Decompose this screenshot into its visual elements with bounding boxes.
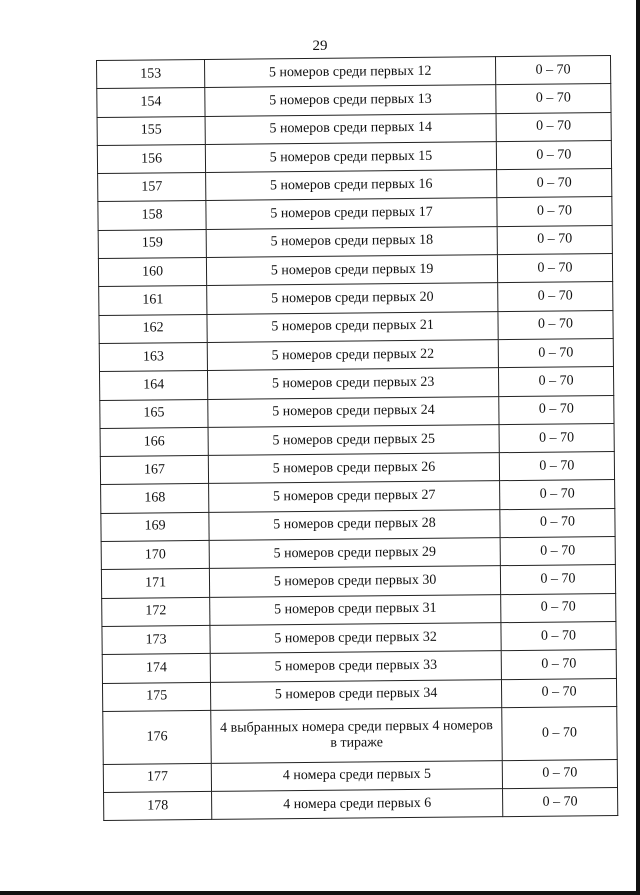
row-description: 5 номеров среди первых 27 — [209, 481, 500, 512]
row-number: 178 — [104, 792, 212, 821]
row-number: 172 — [102, 597, 210, 626]
table-row — [103, 706, 617, 764]
row-description: 5 номеров среди первых 29 — [209, 538, 500, 569]
row-description: 5 номеров среди первых 22 — [207, 340, 498, 371]
row-description: 5 номеров среди первых 33 — [210, 651, 501, 682]
row-range: 0 – 70 — [498, 310, 613, 339]
row-range: 0 – 70 — [497, 169, 612, 198]
row-range: 0 – 70 — [501, 621, 616, 650]
row-number: 170 — [101, 540, 209, 569]
row-number: 156 — [97, 144, 205, 173]
row-range: 0 – 70 — [502, 706, 618, 760]
row-range: 0 – 70 — [502, 759, 617, 788]
row-description: 5 номеров среди первых 28 — [209, 509, 500, 540]
row-number: 176 — [103, 710, 212, 764]
row-description: 5 номеров среди первых 21 — [207, 311, 498, 342]
row-range: 0 – 70 — [500, 508, 615, 537]
row-number: 155 — [97, 116, 205, 145]
row-number: 168 — [101, 484, 209, 513]
row-number: 160 — [98, 258, 206, 287]
row-range: 0 – 70 — [501, 678, 616, 707]
row-number: 171 — [101, 569, 209, 598]
row-range: 0 – 70 — [501, 650, 616, 679]
row-number: 162 — [99, 314, 207, 343]
row-description: 5 номеров среди первых 17 — [206, 198, 497, 229]
row-number: 165 — [100, 399, 208, 428]
row-range: 0 – 70 — [501, 593, 616, 622]
row-number: 174 — [102, 654, 210, 683]
row-number: 153 — [97, 59, 205, 88]
row-description: 4 номера среди первых 5 — [211, 760, 502, 791]
row-number: 175 — [102, 682, 210, 711]
row-description: 5 номеров среди первых 30 — [210, 566, 501, 597]
row-range: 0 – 70 — [499, 452, 614, 481]
row-number: 159 — [98, 229, 206, 258]
row-range: 0 – 70 — [499, 395, 614, 424]
row-description: 5 номеров среди первых 31 — [210, 594, 501, 625]
row-description: 5 номеров среди первых 25 — [208, 425, 499, 456]
row-range: 0 – 70 — [499, 480, 614, 509]
row-range: 0 – 70 — [498, 339, 613, 368]
row-description: 5 номеров среди первых 19 — [207, 255, 498, 286]
row-description: 5 номеров среди первых 15 — [205, 142, 496, 173]
row-range: 0 – 70 — [496, 140, 611, 169]
row-range: 0 – 70 — [500, 537, 615, 566]
row-description: 5 номеров среди первых 16 — [206, 170, 497, 201]
row-description: 5 номеров среди первых 13 — [205, 85, 496, 116]
row-range: 0 – 70 — [496, 112, 611, 141]
row-description: 5 номеров среди первых 23 — [208, 368, 499, 399]
row-range: 0 – 70 — [496, 84, 611, 113]
row-number: 158 — [98, 201, 206, 230]
table-row — [104, 788, 618, 821]
row-description: 4 выбранных номера среди первых 4 номеров в тираже — [211, 707, 502, 763]
row-description: 5 номеров среди первых 24 — [208, 396, 499, 427]
row-description: 5 номеров среди первых 18 — [206, 226, 497, 257]
row-range: 0 – 70 — [495, 56, 610, 85]
row-description: 5 номеров среди первых 32 — [210, 623, 501, 654]
row-number: 164 — [99, 371, 207, 400]
row-range: 0 – 70 — [497, 197, 612, 226]
row-number: 166 — [100, 427, 208, 456]
row-range: 0 – 70 — [502, 788, 617, 817]
row-range: 0 – 70 — [498, 282, 613, 311]
row-number: 173 — [102, 625, 210, 654]
row-number: 157 — [98, 173, 206, 202]
row-description: 5 номеров среди первых 12 — [205, 57, 496, 88]
row-description: 5 номеров среди первых 14 — [205, 113, 496, 144]
row-number: 163 — [99, 342, 207, 371]
row-description: 5 номеров среди первых 26 — [208, 453, 499, 484]
row-range: 0 – 70 — [500, 565, 615, 594]
prize-table — [96, 55, 618, 821]
row-description: 5 номеров среди первых 34 — [211, 679, 502, 710]
row-description: 4 номера среди первых 6 — [212, 789, 503, 820]
row-range: 0 – 70 — [497, 254, 612, 283]
page-number: 29 — [312, 38, 328, 54]
row-range: 0 – 70 — [499, 423, 614, 452]
row-number: 169 — [101, 512, 209, 541]
row-number: 154 — [97, 88, 205, 117]
row-number: 161 — [99, 286, 207, 315]
row-number: 177 — [103, 763, 211, 792]
row-range: 0 – 70 — [497, 225, 612, 254]
row-range: 0 – 70 — [498, 367, 613, 396]
row-description: 5 номеров среди первых 20 — [207, 283, 498, 314]
row-number: 167 — [100, 456, 208, 485]
